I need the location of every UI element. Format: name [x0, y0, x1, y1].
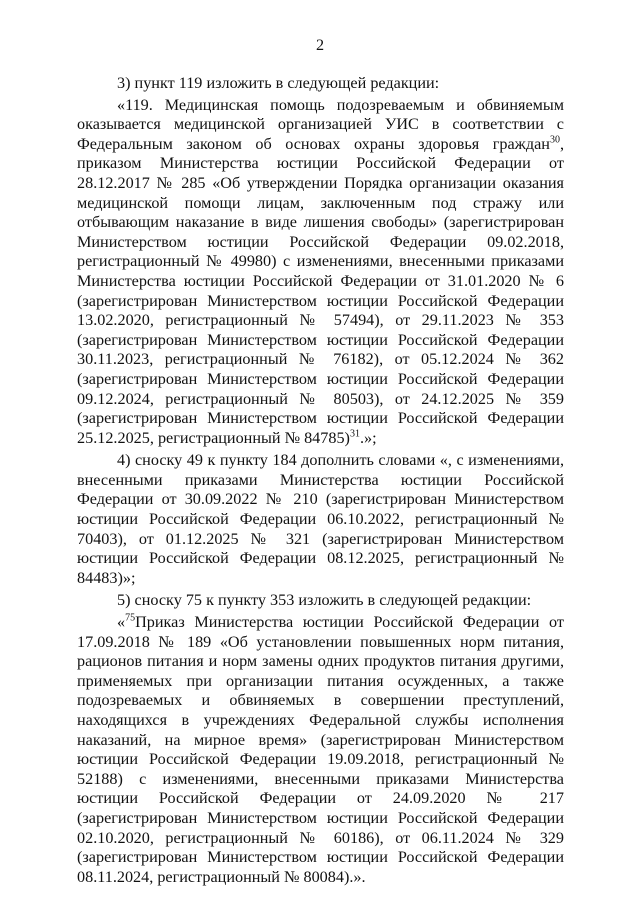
amendment-item-3-intro [77, 74, 564, 94]
page-number: 2 [315, 36, 325, 54]
paragraph-text: 5) сноску 75 к пункту 353 изложить в следующей редакции: [117, 591, 532, 610]
paragraph-text: 4) сноску 49 к пункту 184 дополнить словами «, с изменениями, внесенными приказами Министерства юстиции Российской Федерации от 30.09.2022 № 210 (зарегистрирован Министерством юстиции Российской Федерации 06.10.2022, регистрационный № 70403), от 01.12.2025 № 321 (зарегистрирован Министерством юстиции Российской Федерации 08.12.2025, регистрационный № 84483)»; [77, 451, 564, 587]
footnote-reference-30: 30 [549, 134, 560, 146]
document-body [77, 74, 564, 890]
amendment-item-4 [77, 451, 564, 588]
paragraph-text: «119. Медицинская помощь подозреваемым и обвиняемым оказывается медицинской организацией УИС в соответствии с Федеральным законом об основах охраны здоровья граждан [77, 95, 564, 153]
paragraph-text: « [117, 613, 126, 632]
footnote-marker-75: 75 [125, 612, 136, 624]
paragraph-text: Приказ Министерства юстиции Российской Федерации от 17.09.2018 № 189 «Об установлении повышенных норм питания, рационов питания и норм замены одних продуктов питания другими, применяемых при организации питания осужденных, а также подозреваемых и обвиняемых в совершении преступлений, находящихся в учреждениях Федеральной службы исполнения наказаний, на мирное время» (зарегистрирован Министерством юстиции Российской Федерации 19.09.2018, регистрационный № 52188) с изменениями, внесенными приказами Министерства юстиции Российской Федерации от 24.09.2020 № 217 (зарегистрирован Министерством юстиции Российской Федерации 02.10.2020, регистрационный № 60186), от 06.11.2024 № 329 (зарегистрирован Министерством юстиции Российской Федерации 08.11.2024, регистрационный № 80084).». [77, 613, 564, 886]
amendment-item-5-intro [77, 591, 564, 611]
paragraph-text: .»; [359, 428, 377, 447]
paragraph-text: 3) пункт 119 изложить в следующей редакции: [117, 74, 440, 92]
clause-119-text [77, 96, 564, 449]
footnote-75-text [77, 613, 564, 887]
paragraph-text: , приказом Министерства юстиции Российской Федерации от 28.12.2017 № 285 «Об утверждении Порядка организации оказания медицинской помощи лицам, заключенным под стражу или отбывающим наказание в виде лишения свободы» (зарегистрирован Министерством юстиции Российской Федерации 09.02.2018, регистрационный № 49980) с изменениями, внесенными приказами Министерства юстиции Российской Федерации от 31.01.2020 № 6 (зарегистрирован Министерством юстиции Российской Федерации 13.02.2020, регистрационный № 57494), от 29.11.2023 № 353 (зарегистрирован Министерством юстиции Российской Федерации 30.11.2023, регистрационный № 76182), от 05.12.2024 № 362 (зарегистрирован Министерством юстиции Российской Федерации 09.12.2024, регистрационный № 80503), от 24.12.2025 № 359 (зарегистрирован Министерством юстиции Российской Федерации 25.12.2025, регистрационный № 84785) [77, 134, 564, 447]
footnote-reference-31: 31 [349, 428, 360, 440]
